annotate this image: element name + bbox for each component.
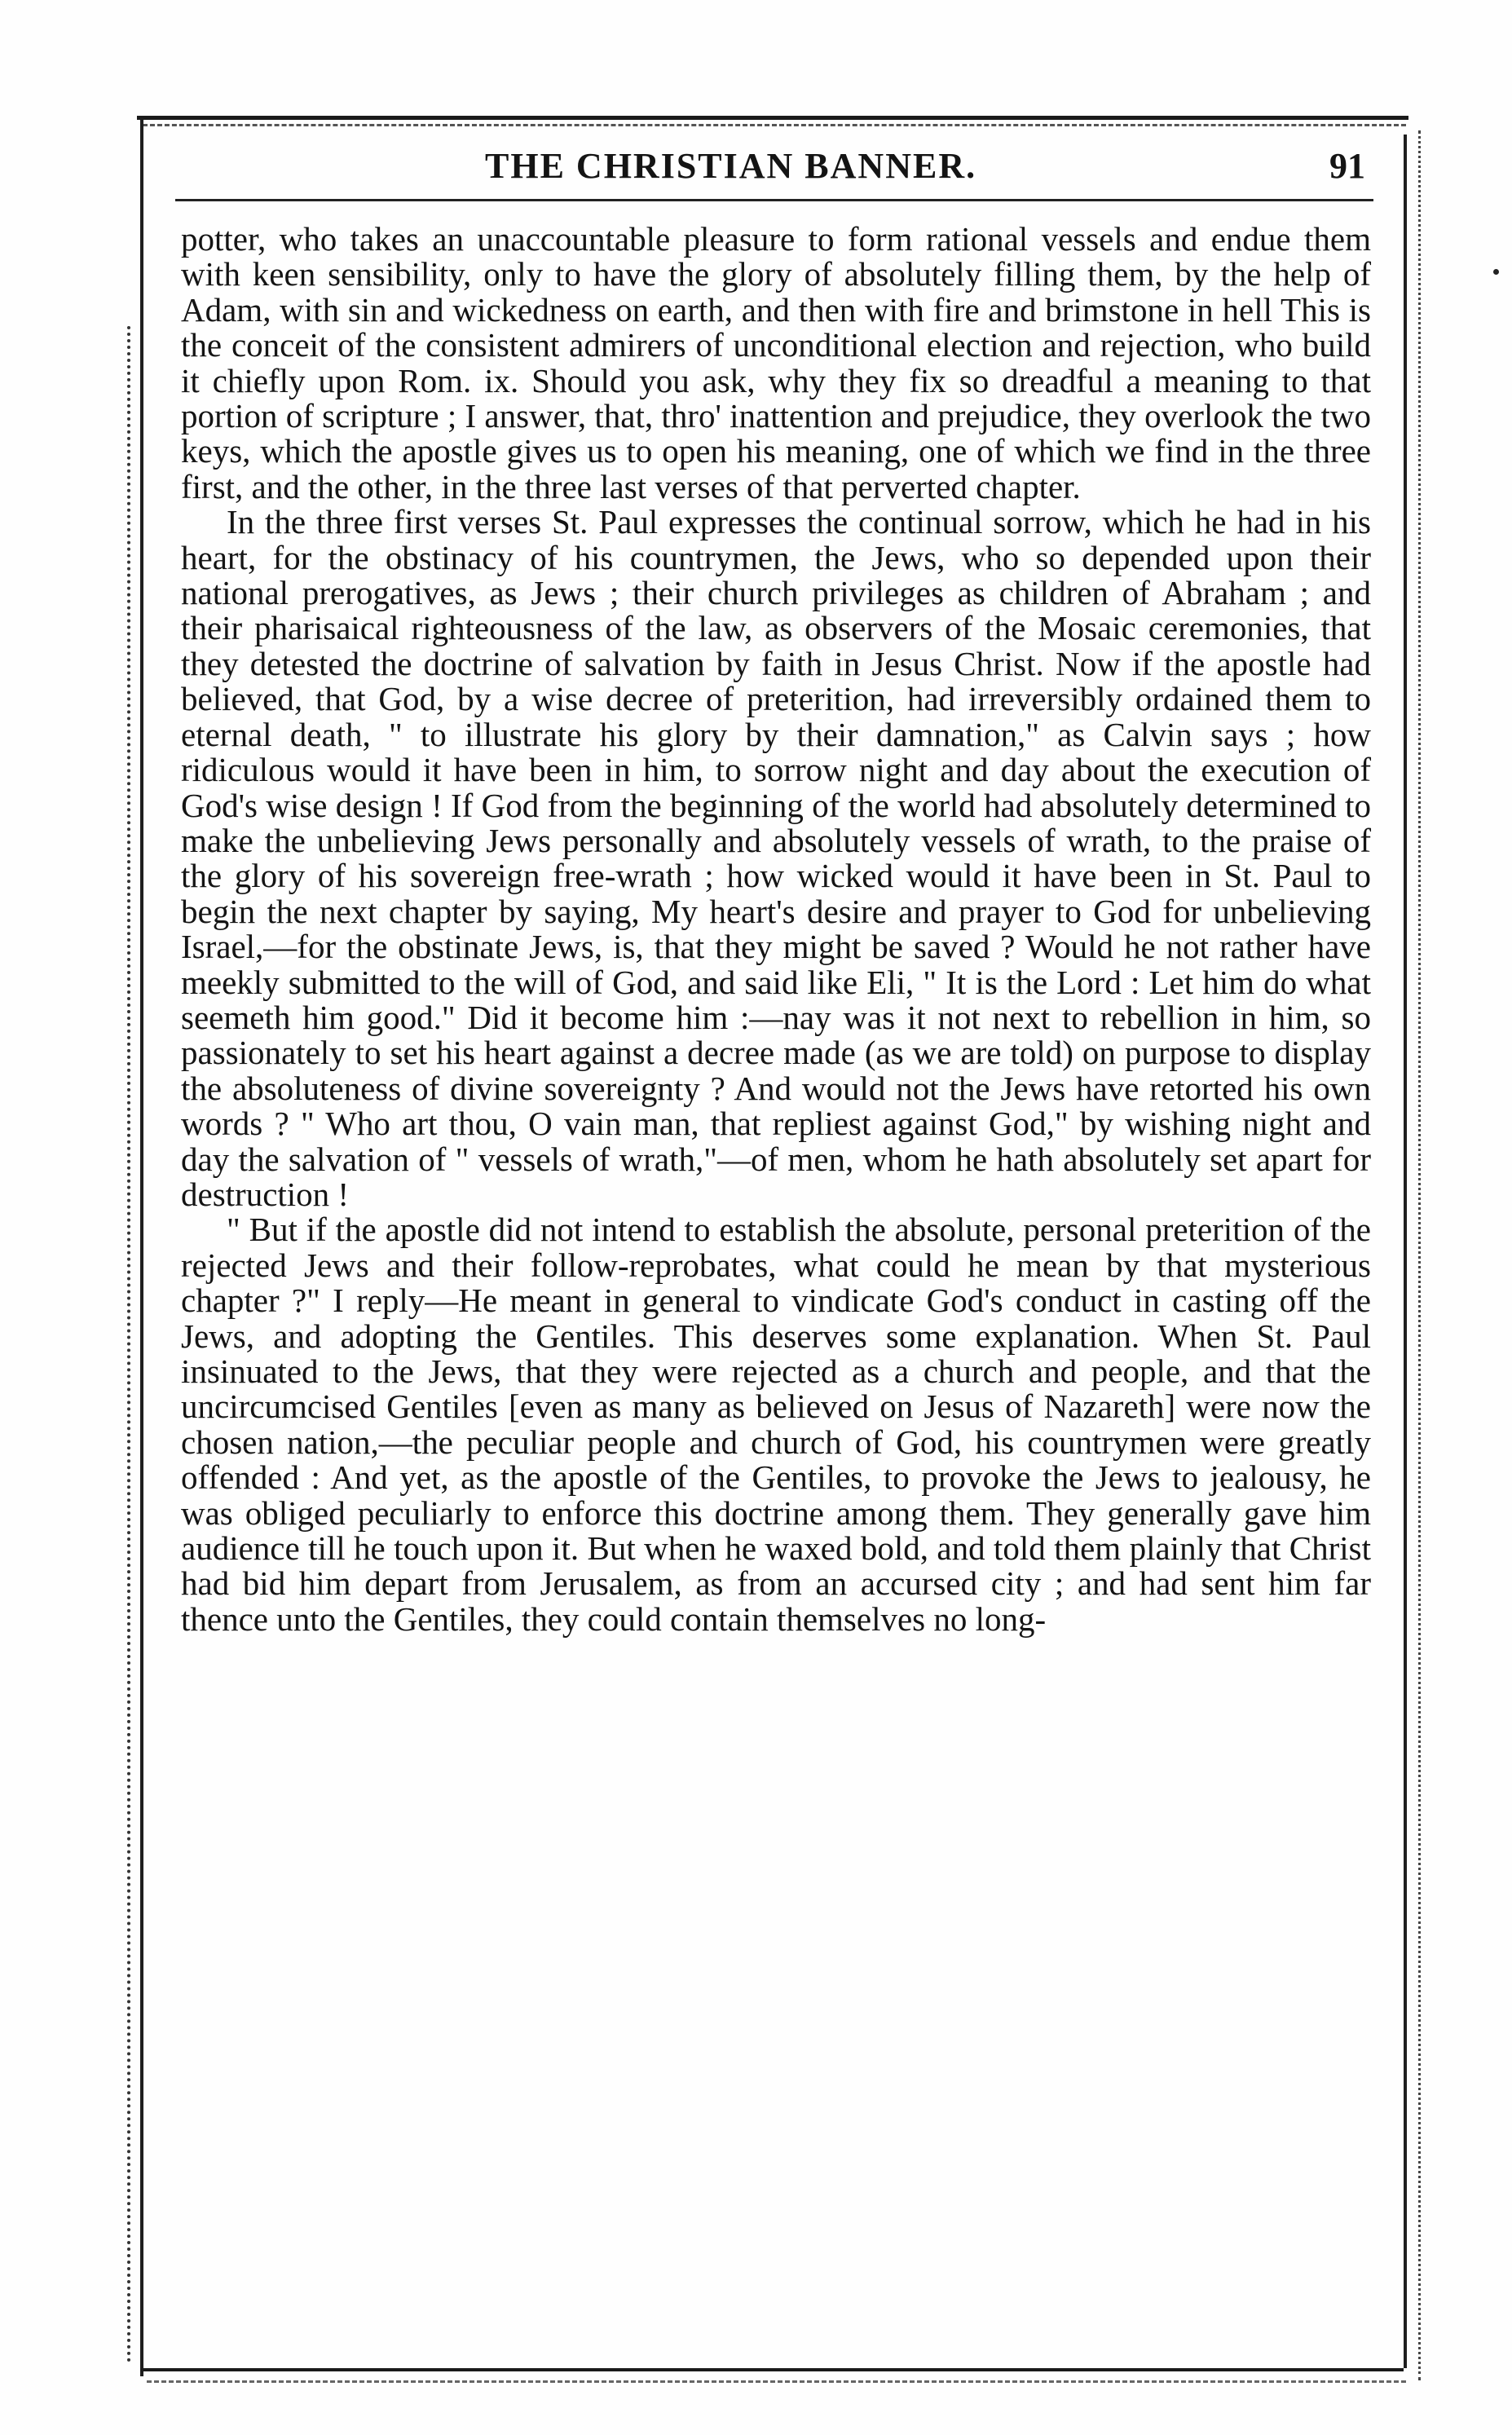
right-border-rule [1404, 135, 1407, 2368]
right-border-dotted-rule [1418, 130, 1421, 2380]
paragraph: In the three first verses St. Paul expresses the continual sorrow, which he had in his heart, for the obstinacy of his countrymen, the Jews, who so depended upon their national prerogatives, as Jews ; their church privileges as children of Abraham ; and their pharisaical righteousness of the law, as observers of the Mosaic ceremonies, that they detested the doctrine of salvation by faith in Jesus Christ. Now if the apostle had believed, that God, by a wise decree of preterition, had irreversibly ordained them to eternal death, " to illustrate his glory by their damnation," as Calvin says ; how ridiculous would it have been in him, to sorrow night and day about the execution of God's wise design ! If God from the beginning of the world had absolutely determined to make the unbelieving Jews personally and absolutely vessels of wrath, to the praise of the glory of his sovereign free-wrath ; how wicked would it have been in St. Paul to begin the next chapter by saying, My heart's desire and prayer to God for unbelieving Israel,—for the obstinate Jews, is, that they might be saved ? Would he not rather have meekly submitted to the will of God, and said like Eli, " It is the Lord : Let him do what seemeth him good." Did it become him :—nay was it not next to rebellion in him, so passionately to set his heart against a decree made (as we are told) on purpose to display the absoluteness of divine sovereignty ? And would not the Jews have retorted his own words ? " Who art thou, O vain man, that repliest against God," by wishing night and day the salvation of " vessels of wrath,"—of men, whom he hath absolutely set apart for destruction ! [181, 503, 1371, 1213]
header-rule [175, 199, 1373, 201]
margin-dot-mark [1493, 269, 1499, 275]
page-number: 91 [1329, 146, 1365, 186]
left-border-rule [140, 118, 143, 2376]
running-head [175, 145, 1382, 194]
paragraph: potter, who takes an unaccountable pleasure to form rational vessels and endue them with keen sensibility, only to have the glory of absolutely filling them, by the help of Adam, with sin and wickedness on earth, and then with fire and brimstone in hell This is the conceit of the consistent admirers of unconditional election and rejection, who build it chiefly upon Rom. ix. Should you ask, why they fix so dreadful a meaning to that portion of scripture ; I answer, that, thro' inattention and prejudice, they overlook the two keys, which the apostle gives us to open his meaning, one of which we find in the three first, and the other, in the three last verses of that perverted chapter. [181, 220, 1371, 505]
body-text [181, 222, 1371, 1637]
bottom-border-dashed-rule [147, 2380, 1406, 2383]
left-border-dotted-rule [127, 326, 130, 2364]
bottom-border-rule [140, 2368, 1404, 2371]
top-border-dashed-rule [143, 124, 1406, 126]
running-title: THE CHRISTIAN BANNER. [485, 146, 977, 186]
paragraph: " But if the apostle did not intend to establish the absolute, personal preterition of the rejected Jews and their follow-reprobates, what could he mean by that mysterious chapter ?" I reply—He meant in general to vindicate God's conduct in casting off the Jews, and adopting the Gentiles. This deserves some explanation. When St. Paul insinuated to the Jews, that they were rejected as a church and people, and that the uncircumcised Gentiles [even as many as believed on Jesus of Nazareth] were now the chosen nation,—the peculiar people and church of God, his countrymen were greatly offended : And yet, as the apostle of the Gentiles, to provoke the Jews to jealousy, he was obliged peculiarly to enforce this doctrine among them. They generally gave him audience till he touch upon it. But when he waxed bold, and told them plainly that Christ had bid him depart from Jerusalem, as from an accursed city ; and had sent him far thence unto the Gentiles, they could contain themselves no long- [181, 1211, 1371, 1638]
top-border-rule [137, 116, 1408, 120]
